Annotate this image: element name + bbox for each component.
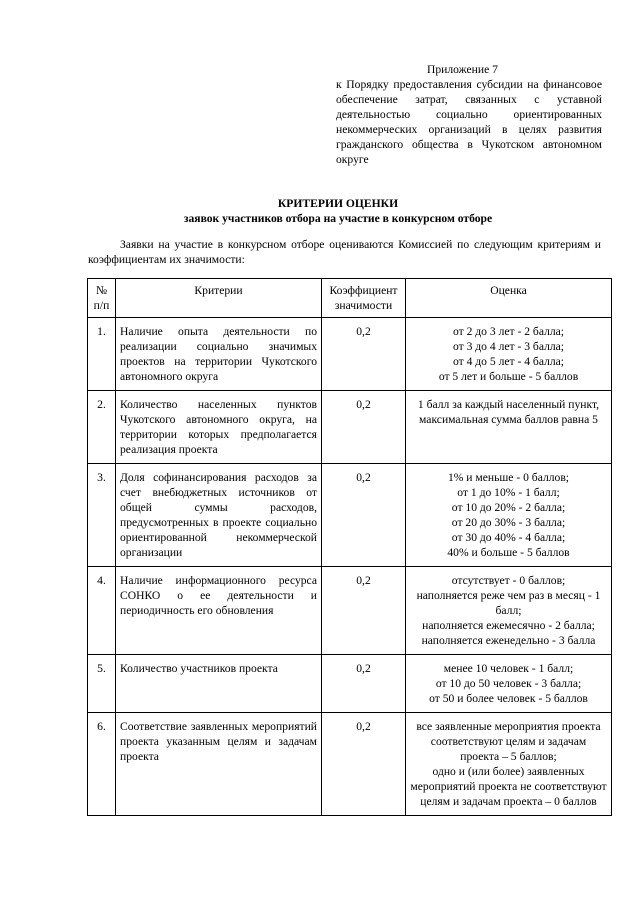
score-line: все заявленные мероприятия проекта соответствуют целям и задачам проекта – 5 баллов; (416, 720, 601, 763)
row-score (406, 318, 612, 391)
row-coefficient: 0,2 (322, 391, 406, 464)
row-number: 4. (88, 567, 116, 655)
row-number: 3. (88, 464, 116, 567)
score-line: наполняется реже чем раз в месяц - 1 балл; (416, 589, 601, 617)
document-title (60, 196, 616, 226)
score-line: 1 балл за каждый населенный пункт, максимальная сумма баллов равна 5 (417, 398, 600, 426)
score-line: от 10 до 20% - 2 балла; (451, 501, 566, 514)
row-number: 2. (88, 391, 116, 464)
header-score: Оценка (406, 279, 612, 318)
appendix-text: к Порядку предоставления субсидии на финансовое обеспечение затрат, связанных с уставной деятельностью социально ориентированных некоммерческих организаций в целях развития гражданского общества в Чукотском автономном округе (336, 78, 602, 166)
score-line: от 50 и более человек - 5 баллов (429, 692, 588, 705)
table-row (88, 713, 612, 816)
row-score (406, 567, 612, 655)
table-row (88, 318, 612, 391)
score-line: от 1 до 10% - 1 балл; (457, 486, 560, 499)
score-line: наполняется еженедельно - 3 балла (421, 634, 596, 647)
row-criterion: Наличие опыта деятельности по реализации социально значимых проектов на территории Чукотского автономного округа (116, 318, 322, 391)
header-criteria: Критерии (116, 279, 322, 318)
row-criterion: Наличие информационного ресурса СОНКО о ее деятельности и периодичность его обновления (116, 567, 322, 655)
score-line: от 5 лет и больше - 5 баллов (438, 370, 579, 383)
row-coefficient: 0,2 (322, 318, 406, 391)
table-row (88, 464, 612, 567)
row-coefficient: 0,2 (322, 713, 406, 816)
row-criterion: Количество населенных пунктов Чукотского автономного округа, на территории которых предполагается реализация проекта (116, 391, 322, 464)
score-line: от 2 до 3 лет - 2 балла; (452, 325, 565, 338)
row-number: 6. (88, 713, 116, 816)
row-coefficient: 0,2 (322, 567, 406, 655)
intro-paragraph: Заявки на участие в конкурсном отборе оцениваются Комиссией по следующим критериям и коэффициентам их значимости: (88, 238, 601, 266)
header-coefficient: Коэффициент значимости (322, 279, 406, 318)
score-line: 1% и меньше - 0 баллов; (447, 471, 570, 484)
row-number: 5. (88, 655, 116, 713)
score-line: отсутствует - 0 баллов; (451, 574, 566, 587)
row-coefficient: 0,2 (322, 655, 406, 713)
score-line: наполняется ежемесячно - 2 балла; (422, 619, 595, 632)
score-line: от 3 до 4 лет - 3 балла; (452, 340, 565, 353)
appendix-header (336, 62, 602, 167)
score-line: от 20 до 30% - 3 балла; (451, 516, 566, 529)
row-number: 1. (88, 318, 116, 391)
title-line-1: КРИТЕРИИ ОЦЕНКИ (277, 197, 399, 210)
row-score (406, 713, 612, 816)
appendix-number: Приложение 7 (427, 63, 498, 76)
score-line: 40% и больше - 5 баллов (447, 546, 570, 559)
title-line-2: заявок участников отбора на участие в конкурсном отборе (183, 212, 493, 225)
score-line: от 4 до 5 лет - 4 балла; (452, 355, 565, 368)
row-criterion: Соответствие заявленных мероприятий проекта указанным целям и задачам проекта (116, 713, 322, 816)
row-score (406, 655, 612, 713)
header-num: № п/п (88, 279, 116, 318)
table-header-row (88, 279, 612, 318)
score-line: одно и (или более) заявленных мероприятий проекта не соответствуют целям и задачам проекта – 0 баллов (410, 765, 607, 808)
table-row (88, 567, 612, 655)
row-coefficient: 0,2 (322, 464, 406, 567)
row-criterion: Доля софинансирования расходов за счет внебюджетных источников от общей суммы расходов, предусмотренных в проекте социально ориентированной некоммерческой организации (116, 464, 322, 567)
score-line: от 10 до 50 человек - 3 балла; (435, 677, 582, 690)
table-row (88, 655, 612, 713)
row-score (406, 464, 612, 567)
row-score (406, 391, 612, 464)
score-line: менее 10 человек - 1 балл; (443, 662, 574, 675)
table-row (88, 391, 612, 464)
score-line: от 30 до 40% - 4 балла; (451, 531, 566, 544)
criteria-table (87, 278, 612, 816)
row-criterion: Количество участников проекта (116, 655, 322, 713)
